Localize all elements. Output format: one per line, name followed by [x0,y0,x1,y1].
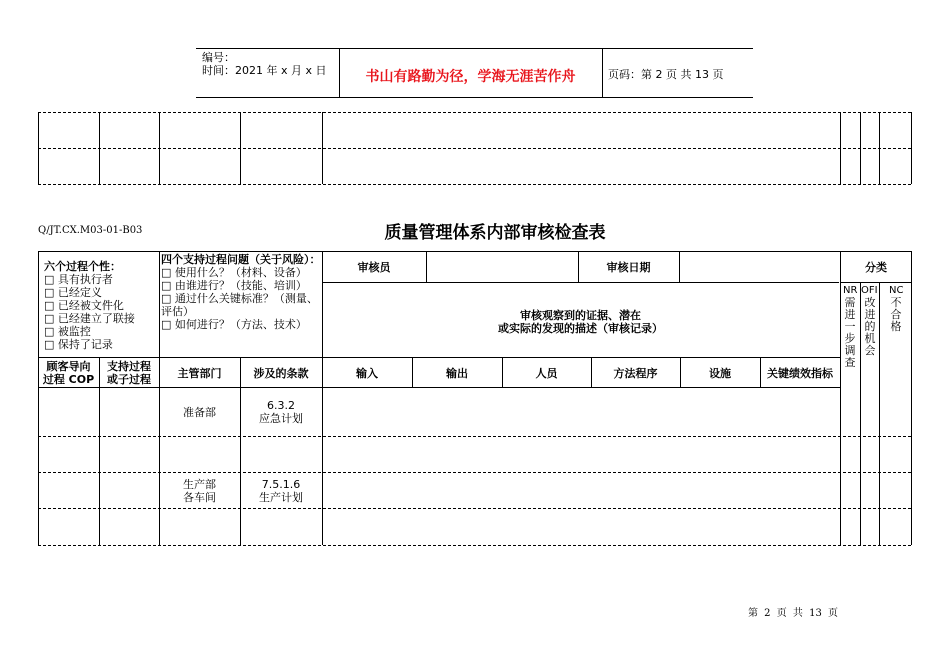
six-process-item: □ 已经建立了联接 [44,312,135,325]
row-dept [159,478,240,504]
four-support-item: □ 通过什么关键标准？（测量、评估） [161,292,318,318]
document-title: 质量管理体系内部审核检查表 [384,223,606,243]
col-cop-line: 过程 COP [42,373,95,386]
time-label: 时间：2021 年 x 月 x 日 [202,64,327,77]
number-label: 编号： [202,51,235,64]
category-label: 分类 [865,261,887,274]
row-clause [240,478,322,504]
auditor-label: 审核员 [357,261,391,274]
six-process-item: □ 具有执行者 [44,273,113,286]
nc-code: NC [889,285,904,296]
evidence-label-line: 审核观察到的证据、潜在 [520,309,641,322]
four-support-title: 四个支持过程问题（关于风险）： [161,253,321,266]
four-support-item: □ 使用什么？（材料、设备） [161,266,307,279]
col-cop [38,360,99,386]
upper-row-line [38,112,911,113]
four-support-box [161,253,321,331]
nr-text: 需进一步调查 [844,296,856,369]
col-kpi: 关键绩效指标 [767,367,833,380]
header-motto: 书山有路勤为径，学海无涯苦作舟 [365,69,576,85]
col-cop-line: 顾客导向 [46,360,91,373]
header-meta [202,51,327,77]
row-dept: 准备部 [183,406,216,419]
four-support-item: □ 如何进行？（方法、技术） [161,318,307,331]
row-dept-line: 各车间 [183,491,216,504]
col-support-line: 或子过程 [107,373,151,386]
six-process-title: 六个过程个性： [44,260,121,273]
col-output: 输出 [446,367,468,380]
col-input: 输入 [356,367,378,380]
col-method: 方法程序 [613,367,658,380]
ofi-code: OFI [861,285,878,296]
four-support-item: □ 由谁进行？（技能、培训） [161,279,307,292]
col-clause: 涉及的条款 [253,367,309,380]
upper-row-line [38,148,911,149]
header-divider [602,49,603,97]
six-process-item: □ 被监控 [44,325,91,338]
row-dept-line: 生产部 [183,478,216,491]
nc-text: 不合格 [890,296,902,333]
col-dept: 主管部门 [177,367,222,380]
col-support-line: 支持过程 [107,360,151,373]
row-clause [240,399,322,425]
row-clause-line: 6.3.2 [267,399,295,412]
document-code: Q/JT.CX.M03-01-B03 [38,225,143,236]
nr-code: NR [843,285,858,296]
upper-row-line [38,184,911,185]
col-support-process [99,360,159,386]
page-header [196,48,753,98]
row-clause-line: 7.5.1.6 [261,478,301,491]
evidence-label-line: 或实际的发现的描述（审核记录） [498,322,663,335]
six-process-item: □ 已经被文件化 [44,299,124,312]
ofi-text: 改进的机会 [864,296,876,357]
audit-date-label: 审核日期 [606,261,651,274]
evidence-label [322,309,839,335]
six-process-item: □ 已经定义 [44,286,102,299]
col-people: 人员 [535,367,558,380]
header-page-label: 页码：第 2 页 共 13 页 [608,68,724,81]
six-process-box [44,260,158,351]
page-footer: 第 2 页 共 13 页 [748,608,838,619]
col-facility: 设施 [709,367,731,380]
six-process-item: □ 保持了记录 [44,338,113,351]
row-clause-line: 应急计划 [259,412,303,425]
row-clause-line: 生产计划 [259,491,303,504]
